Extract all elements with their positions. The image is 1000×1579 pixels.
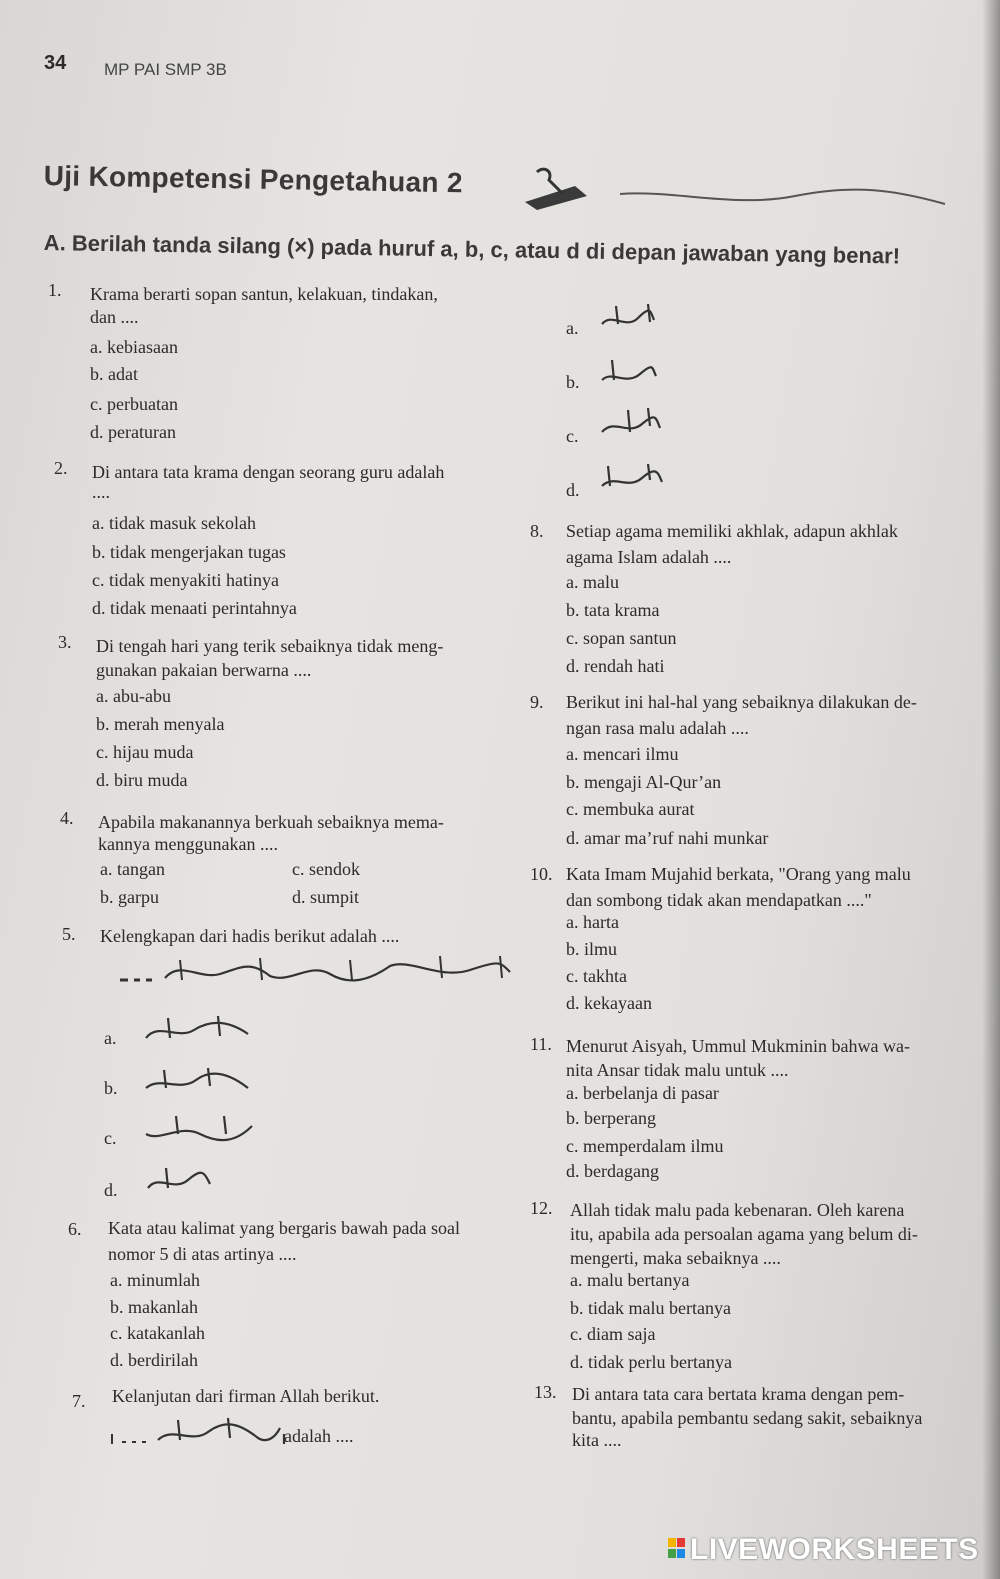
q2-option-a[interactable]: a. tidak masuk sekolah <box>92 513 256 533</box>
q13-number: 13. <box>534 1382 557 1402</box>
q8-stem-line1: Setiap agama memiliki akhlak, adapun akhlak <box>566 521 898 541</box>
q8-stem-line2: agama Islam adalah .... <box>566 547 732 567</box>
q10-option-b[interactable]: b. ilmu <box>566 939 618 959</box>
q7-option-b-arabic <box>598 356 658 392</box>
pen-book-icon <box>515 160 955 220</box>
q1-option-a[interactable]: a. kebiasaan <box>90 337 178 357</box>
q6-option-c[interactable]: c. katakanlah <box>110 1323 205 1343</box>
q3-stem-line2: gunakan pakaian berwarna .... <box>96 660 312 680</box>
q7-stem-tail: adalah .... <box>284 1426 354 1446</box>
q12-stem-line1: Allah tidak malu pada kebenaran. Oleh karena <box>570 1200 905 1220</box>
q7-option-c[interactable]: c. <box>566 426 579 446</box>
q2-stem-line1: Di antara tata krama dengan seorang guru adalah <box>92 462 445 482</box>
q8-option-a[interactable]: a. malu <box>566 572 619 592</box>
q12-option-d[interactable]: d. tidak perlu bertanya <box>570 1352 732 1372</box>
q9-number: 9. <box>530 692 544 712</box>
q6-stem-line1: Kata atau kalimat yang bergaris bawah pada soal <box>108 1218 461 1238</box>
q12-stem-line2: itu, apabila ada persoalan agama yang belum di- <box>570 1224 918 1244</box>
q1-number: 1. <box>48 280 62 300</box>
q10-stem-line2: dan sombong tidak akan mendapatkan ...." <box>566 890 872 910</box>
q7-option-b[interactable]: b. <box>566 372 580 392</box>
q10-number: 10. <box>530 864 553 884</box>
q9-stem-line2: ngan rasa malu adalah .... <box>566 718 749 738</box>
q11-option-b[interactable]: b. berperang <box>566 1108 656 1128</box>
q3-number: 3. <box>58 632 72 652</box>
q5-option-d[interactable]: d. <box>104 1180 118 1200</box>
q5-option-d-arabic <box>144 1162 214 1198</box>
page-number: 34 <box>44 52 67 74</box>
q7-option-a-arabic <box>598 302 658 338</box>
page-edge-shadow <box>982 0 1000 1579</box>
q8-number: 8. <box>530 521 544 541</box>
q5-option-a[interactable]: a. <box>104 1028 117 1048</box>
q10-option-c[interactable]: c. takhta <box>566 966 627 986</box>
q6-number: 6. <box>68 1219 82 1239</box>
q11-stem-line2: nita Ansar tidak malu untuk .... <box>566 1060 789 1080</box>
q9-option-d[interactable]: d. amar ma’ruf nahi munkar <box>566 828 769 848</box>
q6-option-a[interactable]: a. minumlah <box>110 1270 200 1290</box>
q9-stem-line1: Berikut ini hal-hal yang sebaiknya dilakukan de- <box>566 692 917 712</box>
q1-stem-line1: Krama berarti sopan santun, kelakuan, tindakan, <box>90 284 438 304</box>
q1-option-d[interactable]: d. peraturan <box>90 422 176 442</box>
q9-option-b[interactable]: b. mengaji Al-Qur’an <box>566 772 722 792</box>
q2-number: 2. <box>54 458 68 478</box>
q13-stem-line2: bantu, apabila pembantu sedang sakit, sebaiknya <box>572 1408 923 1428</box>
q13-stem-line1: Di antara tata cara bertata krama dengan pem- <box>572 1384 905 1404</box>
instruction: A. Berilah tanda silang (×) pada huruf a, b, c, atau d di depan jawaban yang benar! <box>43 230 901 269</box>
q2-option-c[interactable]: c. tidak menyakiti hatinya <box>92 570 279 590</box>
q3-option-a[interactable]: a. abu-abu <box>96 686 171 706</box>
q1-option-b[interactable]: b. adat <box>90 364 138 384</box>
q11-number: 11. <box>530 1034 552 1054</box>
q6-stem-line2: nomor 5 di atas artinya .... <box>108 1244 297 1264</box>
q12-option-c[interactable]: c. diam saja <box>570 1324 656 1344</box>
q4-stem-line1: Apabila makanannya berkuah sebaiknya mema- <box>98 812 444 832</box>
q10-option-a[interactable]: a. harta <box>566 912 619 932</box>
q5-number: 5. <box>62 924 76 944</box>
q13-stem-line3: kita .... <box>572 1430 622 1450</box>
q7-option-d[interactable]: d. <box>566 480 580 500</box>
q11-option-c[interactable]: c. memperdalam ilmu <box>566 1136 724 1156</box>
q4-stem-line2: kannya menggunakan .... <box>98 834 278 854</box>
q9-option-c[interactable]: c. membuka aurat <box>566 799 695 819</box>
q8-option-b[interactable]: b. tata krama <box>566 600 660 620</box>
q8-option-d[interactable]: d. rendah hati <box>566 656 665 676</box>
q4-option-a[interactable]: a. tangan <box>100 859 165 879</box>
q4-option-c[interactable]: c. sendok <box>292 859 360 879</box>
q2-option-b[interactable]: b. tidak mengerjakan tugas <box>92 542 286 562</box>
liveworksheets-brand: LIVEWORKSHEETS <box>690 1533 979 1566</box>
q11-option-d[interactable]: d. berdagang <box>566 1161 659 1181</box>
q12-stem-line3: mengerti, maka sebaiknya .... <box>570 1248 781 1268</box>
q7-option-a[interactable]: a. <box>566 318 579 338</box>
q10-stem-line1: Kata Imam Mujahid berkata, "Orang yang malu <box>566 864 911 884</box>
q1-stem-line2: dan .... <box>90 307 139 327</box>
q9-option-a[interactable]: a. mencari ilmu <box>566 744 679 764</box>
q3-stem-line1: Di tengah hari yang terik sebaiknya tidak meng- <box>96 636 444 656</box>
q12-number: 12. <box>530 1198 553 1218</box>
q5-option-a-arabic <box>138 1012 258 1048</box>
q7-stem-line1: Kelanjutan dari firman Allah berikut. <box>112 1386 380 1406</box>
liveworksheets-logo-icon <box>668 1536 686 1560</box>
section-title: Uji Kompetensi Pengetahuan 2 <box>43 160 464 199</box>
q7-number: 7. <box>72 1391 86 1411</box>
q2-option-d[interactable]: d. tidak menaati perintahnya <box>92 598 297 618</box>
q6-option-d[interactable]: d. berdirilah <box>110 1350 198 1370</box>
q4-option-d[interactable]: d. sumpit <box>292 887 360 907</box>
q7-option-c-arabic <box>598 406 662 444</box>
q8-option-c[interactable]: c. sopan santun <box>566 628 677 648</box>
q1-option-c[interactable]: c. perbuatan <box>90 394 178 414</box>
q12-option-a[interactable]: a. malu bertanya <box>570 1270 690 1290</box>
q4-option-b[interactable]: b. garpu <box>100 887 159 907</box>
q12-option-b[interactable]: b. tidak malu bertanya <box>570 1298 731 1318</box>
q3-option-d[interactable]: d. biru muda <box>96 770 188 790</box>
q10-option-d[interactable]: d. kekayaan <box>566 993 652 1013</box>
q5-option-b-arabic <box>138 1064 258 1100</box>
q5-option-c[interactable]: c. <box>104 1128 117 1148</box>
q11-stem-line1: Menurut Aisyah, Ummul Mukminin bahwa wa- <box>566 1036 910 1056</box>
q4-number: 4. <box>60 808 74 828</box>
q5-option-b[interactable]: b. <box>104 1078 118 1098</box>
q11-option-a[interactable]: a. berbelanja di pasar <box>566 1083 719 1103</box>
book-title: MP PAI SMP 3B <box>104 60 227 79</box>
q2-stem-line2: .... <box>92 482 110 502</box>
q7-option-d-arabic <box>598 462 664 498</box>
q3-option-b[interactable]: b. merah menyala <box>96 714 225 734</box>
q3-option-c[interactable]: c. hijau muda <box>96 742 194 762</box>
q7-verse-arabic <box>108 1416 288 1452</box>
q5-hadith-arabic <box>110 950 520 990</box>
q6-option-b[interactable]: b. makanlah <box>110 1297 198 1317</box>
q5-stem-line1: Kelengkapan dari hadis berikut adalah .... <box>100 926 400 946</box>
q5-option-c-arabic <box>140 1112 260 1148</box>
